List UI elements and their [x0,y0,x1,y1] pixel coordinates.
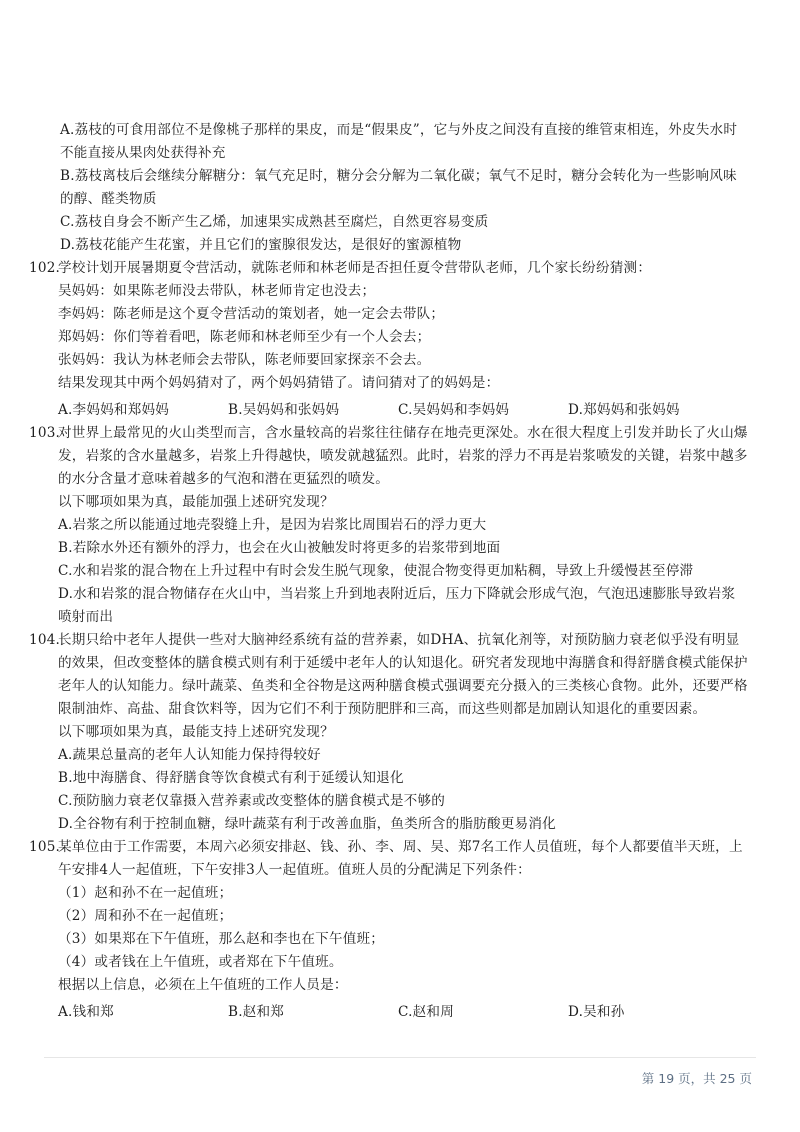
document-page [29,119,748,1024]
option-c: C.吴妈妈和李妈妈 [398,402,510,418]
question-prompt: 结果发现其中两个妈妈猜对了，两个妈妈猜错了。请问猜对了的妈妈是： [58,375,500,391]
option-b: B.地中海膳食、得舒膳食等饮食模式有利于延缓认知退化 [58,770,404,786]
question-stem: 长期只给中老年人提供一些对大脑神经系统有益的营养素，如DHA、抗氧化剂等，对预防脑力衰老似乎没有明显的效果，但改变整体的膳食模式则有利于延缓中老年人的认知退化。研究者发现地中海膳食和得舒膳食模式能保护老年人的认知能力。绿叶蔬菜、鱼类和全谷物是这两种膳食模式强调要充分摄入的三类核心食物。此外，还要严格限制油炸、高盐、甜食饮料等，因为它们不利于预防肥胖和三高，而这些则都是加剧认知退化的重要因素。 [58,632,748,717]
condition-line: （4）或者钱在上午值班，或者郑在下午值班。 [58,954,343,970]
footer-divider [44,1057,756,1058]
question-prompt: 以下哪项如果为真，最能加强上述研究发现？ [58,494,334,510]
statement-line: 张妈妈：我认为林老师会去带队，陈老师要回家探亲不会去。 [58,352,431,368]
question-number: 104. [29,632,61,648]
q101-options [58,119,748,257]
question-stem: 对世界上最常见的火山类型而言，含水量较高的岩浆往往储存在地壳更深处。水在很大程度上引发并助长了火山爆发，岩浆的含水量越多，岩浆上升得越快，喷发就越猛烈。此时，岩浆的浮力不再是岩浆喷发的关键，岩浆中越多的水分含量才意味着越多的气泡和潜在更猛烈的喷发。 [58,425,748,487]
statement-line: 郑妈妈：你们等着看吧，陈老师和林老师至少有一个人会去； [58,329,431,345]
question-prompt: 根据以上信息，必须在上午值班的工作人员是： [58,977,348,993]
option-d: D.郑妈妈和张妈妈 [568,402,680,418]
options-row [58,1001,748,1024]
option-b: B.赵和郑 [228,1004,285,1020]
question-stem: 某单位由于工作需要，本周六必须安排赵、钱、孙、李、周、吴、郑7名工作人员值班，每个人都要值半天班，上午安排4人一起值班，下午安排3人一起值班。值班人员的分配满足下列条件： [58,839,743,878]
option-a: A.钱和郑 [58,1004,114,1020]
question-105 [29,836,748,1024]
option-a: A.蔬果总量高的老年人认知能力保持得较好 [58,747,321,763]
question-number: 102. [29,260,61,276]
statement-line: 吴妈妈：如果陈老师没去带队，林老师肯定也没去； [58,283,376,299]
option-a: A.李妈妈和郑妈妈 [58,402,170,418]
option-c: C.水和岩浆的混合物在上升过程中有时会发生脱气现象，使混合物变得更加粘稠，导致上升缓慢甚至停滞 [58,563,694,579]
statement-line: 李妈妈：陈老师是这个夏令营活动的策划者，她一定会去带队； [58,306,445,322]
options-row [58,399,748,422]
q101-option-a: A.荔枝的可食用部位不是像桃子那样的果皮，而是“假果皮”，它与外皮之间没有直接的维管束相连，外皮失水时不能直接从果肉处获得补充 [60,122,738,161]
question-stem: 学校计划开展暑期夏令营活动，就陈老师和林老师是否担任夏令营带队老师，几个家长纷纷猜测： [58,260,652,276]
question-number: 105. [29,839,61,855]
option-d: D.全谷物有利于控制血糖，绿叶蔬菜有利于改善血脂，鱼类所含的脂肪酸更易消化 [58,816,556,832]
option-c: C.赵和周 [398,1004,455,1020]
option-a: A.岩浆之所以能通过地壳裂缝上升，是因为岩浆比周围岩石的浮力更大 [58,517,487,533]
q101-option-b: B.荔枝离枝后会继续分解糖分：氧气充足时，糖分会分解为二氧化碳；氧气不足时，糖分会转化为一些影响风味的醇、醛类物质 [60,168,737,207]
option-d: D.水和岩浆的混合物储存在火山中，当岩浆上升到地表附近后，压力下降就会形成气泡，气泡迅速膨胀导致岩浆喷射而出 [58,586,736,625]
question-prompt: 以下哪项如果为真，最能支持上述研究发现？ [58,724,334,740]
condition-line: （2）周和孙不在一起值班； [58,908,233,924]
option-b: B.若除水外还有额外的浮力，也会在火山被触发时将更多的岩浆带到地面 [58,540,501,556]
condition-line: （1）赵和孙不在一起值班； [58,885,233,901]
question-104 [29,629,748,836]
question-102 [29,257,748,422]
q101-option-d: D.荔枝花能产生花蜜，并且它们的蜜腺很发达，是很好的蜜源植物 [60,237,462,253]
question-103 [29,422,748,629]
option-d: D.吴和孙 [568,1004,625,1020]
q101-option-c: C.荔枝自身会不断产生乙烯，加速果实成熟甚至腐烂，自然更容易变质 [60,214,489,230]
condition-line: （3）如果郑在下午值班，那么赵和李也在下午值班； [58,931,385,947]
question-number: 103. [29,425,61,441]
option-c: C.预防脑力衰老仅靠摄入营养素或改变整体的膳食模式是不够的 [58,793,446,809]
option-b: B.吴妈妈和张妈妈 [228,402,340,418]
page-number: 第 19 页，共 25 页 [641,1071,752,1086]
